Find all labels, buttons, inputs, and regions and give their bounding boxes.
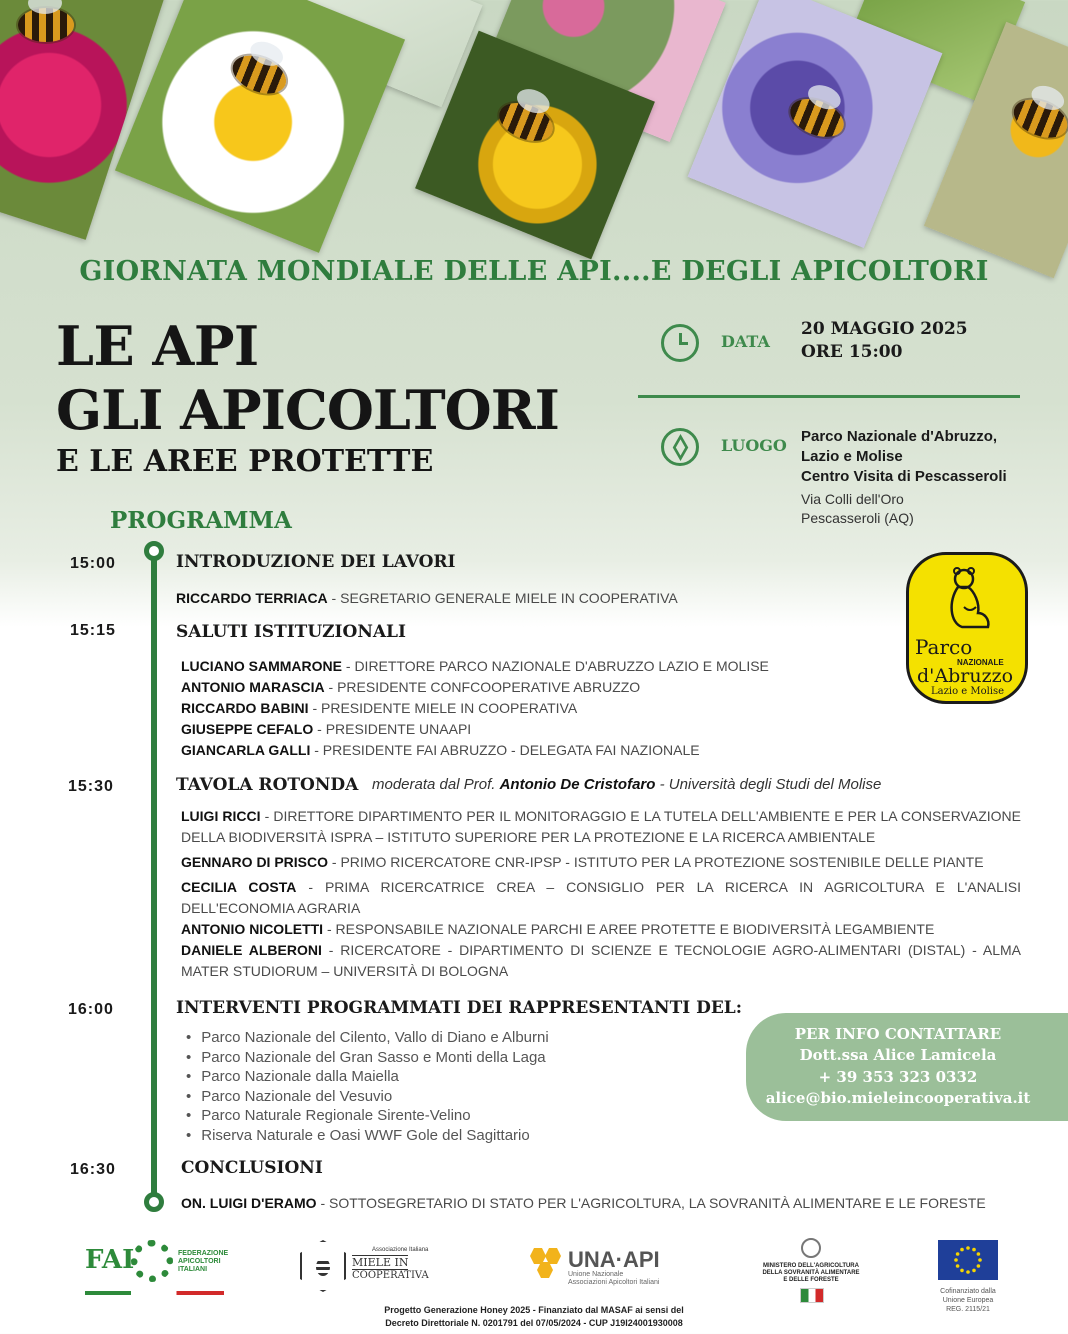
time-15-30: 15:30 bbox=[68, 778, 114, 795]
mic-logo-line-2: COOPERATIVA bbox=[352, 1270, 429, 1281]
event-address bbox=[801, 490, 914, 528]
park-logo-line-1: Parco bbox=[915, 635, 973, 659]
lavender-bee-photo bbox=[688, 0, 943, 248]
park-logo-line-3: d'Abruzzo bbox=[917, 665, 1014, 687]
italy-flag-icon bbox=[800, 1288, 824, 1303]
speaker-row: GIUSEPPE CEFALO - PRESIDENTE UNAAPI bbox=[181, 721, 472, 737]
programma-heading: PROGRAMMA bbox=[110, 507, 292, 534]
speaker-row: GIANCARLA GALLI - PRESIDENTE FAI ABRUZZO - DELEGATA FAI NAZIONALE bbox=[181, 742, 700, 758]
unaapi-logo-subtitle: Unione Nazionale Associazioni Apicoltori Italiani bbox=[568, 1271, 660, 1286]
timeline-dot-start bbox=[144, 541, 164, 561]
speaker-row: LUCIANO SAMMARONE - DIRETTORE PARCO NAZIONALE D'ABRUZZO LAZIO E MOLISE bbox=[181, 658, 769, 674]
section-title-conclusioni: CONCLUSIONI bbox=[181, 1158, 323, 1178]
list-item: • Parco Nazionale del Vesuvio bbox=[186, 1087, 549, 1107]
place-line-3: Centro Visita di Pescasseroli bbox=[801, 468, 1007, 485]
data-label: DATA bbox=[721, 332, 770, 351]
speaker-row: CECILIA COSTA - PRIMA RICERCATRICE CREA – CONSIGLIO PER LA RICERCA IN AGRICOLTURA E L'ANALISI DELL'ECONOMIA AGRARIA bbox=[181, 879, 1021, 916]
title-line-1: LE API bbox=[56, 314, 259, 378]
event-place bbox=[801, 427, 1007, 487]
project-footnote: Progetto Generazione Honey 2025 - Finanziato dal MASAF ai sensi del Decreto Direttoriale N. 0201791 del 07/05/2024 - CUP J19I24001930008 bbox=[384, 1305, 684, 1328]
contact-name: Dott.ssa Alice Lamicela bbox=[799, 1046, 997, 1064]
bee-hexagon-icon bbox=[300, 1240, 346, 1292]
date-value: 20 MAGGIO 2025 bbox=[801, 319, 968, 339]
title-line-2: GLI APICOLTORI bbox=[56, 378, 559, 442]
place-line-2: Lazio e Molise bbox=[801, 448, 903, 465]
list-item: • Riserva Naturale e Oasi WWF Gole del Sagittario bbox=[186, 1126, 549, 1146]
speaker-row: ANTONIO NICOLETTI - RESPONSABILE NAZIONALE PARCHI E AREE PROTETTE E BIODIVERSITÀ LEGAMBIENTE bbox=[181, 921, 935, 937]
bee-top-left bbox=[18, 8, 74, 42]
contact-box bbox=[746, 1013, 1068, 1121]
event-date bbox=[801, 318, 968, 364]
section-title-intro: INTRODUZIONE DEI LAVORI bbox=[176, 552, 456, 572]
park-logo-line-4: Lazio e Molise bbox=[931, 686, 1005, 697]
place-line-1: Parco Nazionale d'Abruzzo, bbox=[801, 428, 998, 445]
fai-logo-subtitle: FEDERAZIONE APICOLTORI ITALIANI bbox=[178, 1250, 229, 1273]
address-line-2: Pescasseroli (AQ) bbox=[801, 510, 914, 526]
address-line-1: Via Colli dell'Oro bbox=[801, 491, 904, 507]
time-16-00: 16:00 bbox=[68, 1001, 114, 1018]
eu-cofinanced-text: Cofinanziato dalla Unione Europea REG. 2115/21 bbox=[940, 1288, 996, 1313]
speaker-row: ON. LUIGI D'ERAMO - SOTTOSEGRETARIO DI STATO PER L'AGRICOLTURA, LA SOVRANITÀ ALIMENTARE E LE FORESTE bbox=[181, 1195, 986, 1211]
eu-flag-icon bbox=[938, 1240, 998, 1280]
park-logo-line-2: NAZIONALE bbox=[957, 658, 1004, 667]
info-divider bbox=[638, 395, 1020, 398]
time-15-00: 15:00 bbox=[70, 555, 116, 572]
contact-email[interactable]: alice@bio.mieleincooperativa.it bbox=[765, 1089, 1031, 1107]
luogo-label: LUOGO bbox=[721, 436, 787, 455]
time-16-30: 16:30 bbox=[70, 1161, 116, 1178]
section-title-interventi: INTERVENTI PROGRAMMATI DEI RAPPRESENTANTI DEL: bbox=[176, 998, 743, 1018]
speaker-row: ANTONIO MARASCIA - PRESIDENTE CONFCOOPERATIVE ABRUZZO bbox=[181, 679, 641, 695]
fai-logo-icon bbox=[131, 1240, 173, 1282]
parco-abruzzo-logo bbox=[906, 552, 1028, 704]
timeline-line bbox=[151, 549, 157, 1201]
compass-icon bbox=[661, 428, 699, 466]
italian-flag-bar bbox=[85, 1291, 224, 1295]
tavola-list bbox=[181, 806, 1021, 982]
daisy-bee-photo bbox=[115, 0, 405, 253]
moderator-line: moderata dal Prof. Antonio De Cristofaro - Università degli Studi del Molise bbox=[372, 776, 882, 793]
unaapi-logo-text: UNA·API bbox=[568, 1247, 660, 1272]
speaker-row: RICCARDO BABINI - PRESIDENTE MIELE IN COOPERATIVA bbox=[181, 700, 578, 716]
parks-list bbox=[186, 1028, 549, 1146]
ministry-logo-text: MINISTERO DELL'AGRICOLTURA DELLA SOVRANITÀ ALIMENTARE E DELLE FORESTE bbox=[762, 1263, 860, 1283]
mic-logo-line-1: MIELE IN bbox=[352, 1256, 409, 1269]
bear-icon bbox=[944, 567, 994, 631]
time-value: ORE 15:00 bbox=[801, 342, 903, 362]
contact-title: PER INFO CONTATTARE bbox=[794, 1025, 1002, 1043]
event-tagline: GIORNATA MONDIALE DELLE API....E DEGLI APICOLTORI bbox=[79, 256, 989, 287]
list-item: • Parco Nazionale del Gran Sasso e Monti della Laga bbox=[186, 1048, 549, 1068]
contact-phone[interactable]: + 39 353 323 0332 bbox=[818, 1068, 978, 1086]
timeline-dot-end bbox=[144, 1192, 164, 1212]
list-item: • Parco Nazionale dalla Maiella bbox=[186, 1067, 549, 1087]
saluti-list bbox=[181, 656, 769, 761]
section-title-tavola: TAVOLA ROTONDA bbox=[176, 775, 359, 795]
title-line-3: E LE AREE PROTETTE bbox=[56, 444, 434, 479]
fai-logo-text: FAI bbox=[85, 1245, 135, 1275]
section-title-saluti: SALUTI ISTITUZIONALI bbox=[176, 622, 406, 642]
honeycomb-icon bbox=[530, 1248, 546, 1264]
speaker-row: RICCARDO TERRIACA - SEGRETARIO GENERALE MIELE IN COOPERATIVA bbox=[176, 590, 678, 606]
clock-icon bbox=[661, 324, 699, 362]
speaker-row: GENNARO DI PRISCO - PRIMO RICERCATORE CNR-IPSP - ISTITUTO PER LA PROTEZIONE SOSTENIBILE DELLE PIANTE bbox=[181, 854, 984, 870]
speaker-row: LUIGI RICCI - DIRETTORE DIPARTIMENTO PER IL MONITORAGGIO E LA TUTELA DELL'AMBIENTE E PER LA CONSERVAZIONE DELLA BIODIVERSITÀ ISPRA – ISTITUTO SUPERIORE PER LA PROTEZIONE E LA RICERCA AMBIENTALE bbox=[181, 808, 1021, 845]
mic-logo-top: Associazione Italiana bbox=[372, 1247, 429, 1253]
list-item: • Parco Nazionale del Cilento, Vallo di Diano e Alburni bbox=[186, 1028, 549, 1048]
republic-emblem-icon bbox=[801, 1238, 821, 1258]
time-15-15: 15:15 bbox=[70, 622, 116, 639]
speaker-row: DANIELE ALBERONI - RICERCATORE - DIPARTIMENTO DI SCIENZE E TECNOLOGIE AGRO-ALIMENTARI (DISTAL) - ALMA MATER STUDIORUM – UNIVERSITÀ DI BOLOGNA bbox=[181, 942, 1021, 979]
list-item: • Parco Naturale Regionale Sirente-Velino bbox=[186, 1106, 549, 1126]
